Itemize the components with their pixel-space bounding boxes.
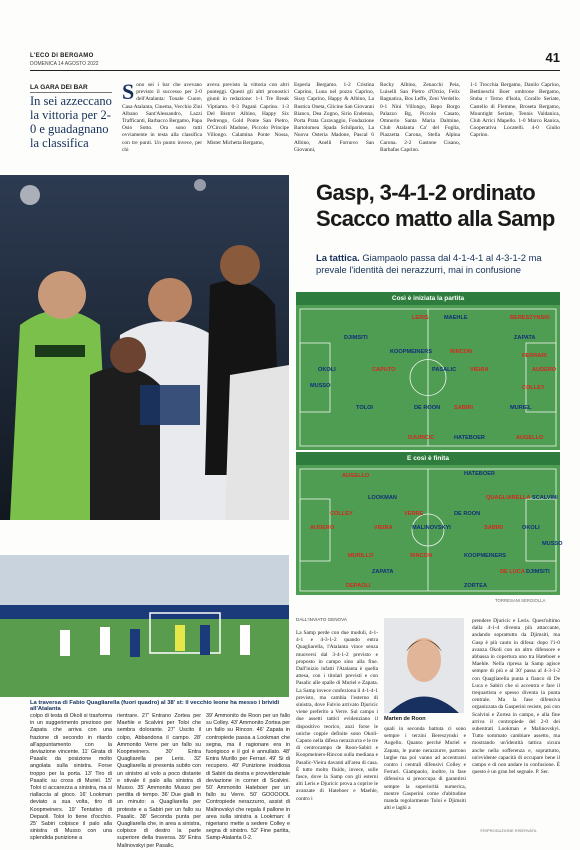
player-label: VIEIRA	[374, 525, 393, 531]
player-label: MURILLO	[348, 553, 374, 559]
player-label: HATEBOER	[464, 471, 495, 477]
page-number: 41	[545, 50, 560, 65]
play-by-play-column-1: colpo di testa di Okoli si trasforma in un suggerimento prezioso per Zapata che arriva con una frazione di secondo in ritardo all'appuntamento con la deviazione vincente. 11' Girata di Pasalic da posizione molto angolata sulla sinistra. Forse troppo per la porta. 13' Tiro di Pasalic su cross di Muriel. 15' Toloi ci accarezza a sinistra, ma si riallaccia al gioco. 16' Lookman deviato a sua volta, tiro di Koopmeiners. 19' Tentativo di Depaoli. Toloi lo tiene d'occhio. 25' Sabiri colpisce il palo alla sinistra di Musso con una splendida punizione a	[30, 713, 112, 842]
player-label: VERRE	[404, 511, 424, 517]
player-label: FERRARI	[522, 353, 547, 359]
player-label: KOOPMEINERS	[464, 553, 506, 559]
feature-kicker: LA GARA DEI BAR	[30, 84, 88, 91]
player-label: BERESZYNSKI	[510, 315, 550, 321]
player-label: MAEHLE	[444, 315, 468, 321]
article-column-2: quali in seconda battuta ci sono sempre i terzini Bereszynski e Augello. Quanto perché Muriel e Zapata, le punte nerazzurre, partono larghe ma poi vanno ad accentrarsi contro i centrali difensivi Colley e Ferrari. Giampaolo, inoltre, in fase difensiva si preoccupa di garantirsi sempre la superiorità numerica, mentre Gasperini come d'abitudine manda regolarmente Toloi e Djimsiti alti e laghi a	[384, 726, 466, 812]
article-byline: DALL'INVIATO GENOVA	[296, 617, 347, 622]
player-label: SCALVINI	[532, 495, 558, 501]
player-label: AUDERO	[532, 367, 557, 373]
player-portrait	[384, 618, 464, 713]
player-label: MALINOVSKYI	[412, 525, 451, 531]
feature-column-4: Rocky Albino, Zenacchi Peia, Luiselli San Pietro d'Orzio, Felix Bagnatica, Bos Leffe, Zeni Verdello. 0-1 Nini Villongo, Bepo Borgo Palazzo Bg, Piccolo Casato, Omnorio Santa Maria Dalmine, Club Atalanta Ca' del Foglia, Piazzetta Carona, Stella Alpina Carona. 2-2 Gastone Cisano, Barbafas Caprino.	[380, 82, 460, 153]
feature-column-3: Esperia Bergamo. 1-2 Cristina Caprino, Luna nel pozzo Caprino, Sissy Caprino, Happy & Albino, La Rustica Oneta, Glicine San Giovanni Bianco, Dea Zogno, Sirio Endenna, Porta Prata Caravaggio, Fondazione Bartolomea Spada Schilpario, La Nuova Osteria Madone, Pascal 6 Albino, Anelli Fornovo San Giovanni,	[294, 82, 374, 153]
player-label: OKOLI	[318, 367, 336, 373]
player-label: ZORTEA	[464, 583, 487, 589]
player-label: DJIMSITI	[526, 569, 550, 575]
player-label: DJURICIC	[408, 435, 435, 441]
newspaper-name: L'ECO DI BERGAMO	[30, 53, 94, 59]
player-label: MUSSO	[542, 541, 563, 547]
player-label: CAPUTO	[372, 367, 396, 373]
player-label: AUGELLO	[342, 473, 370, 479]
subhead-lead: La tattica.	[316, 252, 360, 263]
article-column-1: La Samp perde con due moduli, 4-1-4-1 e 4-3-1-2 quando entra Quagliarella, l'Atalanta vince senza muoversi dal 3-4-1-2 previsto e proposto in campo sino alla fine. Dall'inizio infatti l'Atalanta è quella attesa, con i titolari previsti e con Pasalic alle spalle di Muriel e Zapata. La Samp invece confeziona il 4-1-4-1 previsto, ma cambia l'esterno di sinistra, dove Fulvio arrivato Djuricic viene preferito a Verre. Sul campo i due assetti tattici evidenziano il dispositivo teorico, anzi forse le uniche coppie definite sono Okoli-Caputo nella difesa nerazzurra e le tre di centrocampo de Roon-Sabiri e Koopmeiners-Rincon sulla mediana e Pasalic-Vieira davanti all'area di casa. È tutto molto fluido, invece, sulle fasce, dove la Samp con gli esterni alti Leris e Djuricic prova a coprire le avanzate di Hateboer e Maehle, contro i	[296, 630, 378, 802]
dropcap: S	[122, 79, 135, 104]
player-label: HATEBOER	[454, 435, 485, 441]
player-label: DEPAOLI	[346, 583, 371, 589]
player-label: MURIEL	[510, 405, 532, 411]
goal-action-photo	[0, 555, 289, 697]
feature-column-5: 1-1 Trocchia Bergamo, Danilo Caprino, Bettineschi Boer ombrone Bergamo, Stuba r Terno d'Isola, Corallo Seriate, Castello di Flemme, Broseta Bergamo, Mountight Seriate, Tennis Valdanica, Club Arrici Mapello. 1-0 Marco Ranica, Cooperativa Locatelli. 4-0 Giulio Caprino.	[470, 82, 560, 139]
player-label: COLLEY	[330, 511, 353, 517]
player-label: AUDERO	[310, 525, 335, 531]
player-label: MUSSO	[310, 383, 331, 389]
kicker-rule	[30, 92, 112, 93]
player-label: AUGELLO	[516, 435, 544, 441]
article-headline: Gasp, 3-4-1-2 ordinato Scacco matto alla Samp	[316, 180, 555, 231]
feature-text-1: ono sei i bar che avevano previsto il successo per 2-0 dell'Atalanta: Tonale Cuore, Casa Atalanta, Cinema, Vecchio Zini Albano Sant'Alessandro, Lazzi Trafficanti, Barbacco Bergamo, Papa Osio Sotto. Ora sono tutti ovviamente in testa alla classifica con tre punti. Un punto invece, per chi	[122, 82, 202, 153]
player-label: TOLOI	[356, 405, 373, 411]
issue-date: DOMENICA 14 AGOSTO 2022	[30, 61, 99, 67]
photo-caption: La traversa di Fabio Quagliarella (fuori quadro) al 38' st: il vecchio leone ha messo i brividi all'Atalanta	[30, 700, 280, 712]
portrait-illustration	[384, 618, 464, 713]
play-by-play-column-2: rientrare. 27' Entrano Zortea per Maehle e Scalvini per Toloi che sembra dolorante. 27' Uscito il colpo, Abbandona il campo. 28' Ammonito Verre per un fallo su Koopmeiners. 30' Entra Quagliarella per Leris. 32' Quagliarella si presenta subito con un sinistro al volo a poco distante e stivale il palo alla sinistra di Musso. 35' Ammonito Musso per perdita di tempo. 36' Due gialli in un minuto: a Quagliarella per proteste e a Sabiri per un fallo su Pasalic. 38' Seconda punta per Quagliarella che, in area a sinistra, colpisce di destro la parte superiore della traversa. 39' Entra Malinovskyi per Pasalic.	[117, 713, 201, 849]
celebration-photo	[0, 175, 289, 520]
player-label: VIEIRA	[470, 367, 489, 373]
celebration-illustration	[0, 175, 289, 520]
goal-action-illustration	[0, 555, 289, 697]
pitch-end-title: E così è finita	[296, 452, 560, 465]
play-by-play-column-3: 39' Ammonito de Roon per un fallo su Colley. 43' Ammonito Zortea per un fallo su Rincon. 46' Zapata in contropiede passa a Lookman che segna, ma il ragionare era in fuorigioco e il gol è annullato. 48' Entra Murillo per Ferrari. 49' Si di recupero. 49' Punizione insidiosa di Sabiri da destra e provvidenziale deviazione in corner di Scalvini. 50' Ammonito Hateboer per un fallo su Verre. 50' GOOOOOL Contropiede nerazzurro, assist di Malinovskyi che regala il pallone in area sulla sinistra a Lookman: il nigeriano mette a sedere Colley e segna di sinistro. 52' Fine partita, Samp-Atalanta 0-2.	[206, 713, 290, 842]
pitch-start-title: Così è iniziata la partita	[296, 292, 560, 305]
player-label: OKOLI	[522, 525, 540, 531]
player-label: COLLEY	[522, 385, 545, 391]
pitch-start-diagram	[296, 305, 560, 450]
header-rule	[30, 70, 560, 71]
player-label: DJIMSITI	[344, 335, 368, 341]
player-label: RINCON	[410, 553, 433, 559]
feature-column-1	[122, 79, 202, 172]
feature-headline: In sei azzeccano la vittoria per 2-0 e guadagnano la classifica	[30, 94, 112, 150]
graphic-credit: TORRESANI SERGIOLLA	[495, 598, 546, 603]
player-label: DE ROON	[454, 511, 481, 517]
portrait-caption: Marten de Roon	[384, 716, 426, 722]
player-label: LERIS	[412, 315, 429, 321]
player-label: ZAPATA	[372, 569, 394, 575]
article-subheadline	[316, 252, 561, 276]
pitch-end	[296, 465, 563, 595]
subhead-text: Giampaolo passa dal 4-1-4-1 al 4-3-1-2 ma prevale l'identità dei nerazzurri, mai in confusione	[316, 252, 542, 275]
player-label: PASALIC	[432, 367, 457, 373]
pitch-start	[296, 305, 560, 450]
copyright-notice: ©RIPRODUZIONE RISERVATA	[480, 828, 537, 833]
player-label: DE LUCA	[500, 569, 525, 575]
player-label: QUAGLIARELLA	[486, 495, 531, 501]
player-label: ZAPATA	[514, 335, 536, 341]
player-label: LOOKMAN	[368, 495, 397, 501]
pitch-end-diagram	[296, 465, 563, 595]
player-label: SABIRI	[484, 525, 503, 531]
player-label: KOOPMEINERS	[390, 349, 432, 355]
player-label: RINCON	[450, 349, 473, 355]
article-column-3: prendere Djuricic e Leris. Quest'ultimo dalla 4-1-4 diventa più attaccante, andando soprattutto da Djimsiti, ma Gasp è più cauto in difesa: dopo l'1-0 avanza Okoli con un altro difensore e abbassa in copertura uno tra Hateboer e Maehle. Nella ripresa la Samp agisce sempre di più e al 30' passa al 4-3-1-2 con Quagliarella punta a fianco di De Luca e Sabiri che si accentra e fare il trequartista e spesso diventa la punta centrale. Ma la fase difensiva organizzata da Gasperini resiste, poi con Scalvini e Zortea in campo, e alla fine arriva il contropiede del 2-0 dei subentrati Lookman e Malinovskyi. Tutto sommato cambiare assetto, ma mostrando un'identità tattica sicura anche nella sofferenza e, soprattutto, un'evidente capacità di occupare bene il campo e di non andare in confusione. È questo è un gran bel segnale. P. Ser.	[472, 618, 560, 776]
player-label: SABIRI	[454, 405, 473, 411]
feature-column-2: aveva previsto la vittoria con altri punteggi. Questi gli altri pronostici giunti in redazione: 1-1 Tre Break Viptiamo. 0-3 Pagani Caprino. 1-3 Del Bistrot Albino, Happy Six Pedrengo, Gold Ponte San Pietro, O'Circoli Madone, Piccolo Principe Villongo. Calamina Ponte Nossa, Mister Michetta Bergamo,	[207, 82, 289, 146]
player-label: DE ROON	[414, 405, 441, 411]
